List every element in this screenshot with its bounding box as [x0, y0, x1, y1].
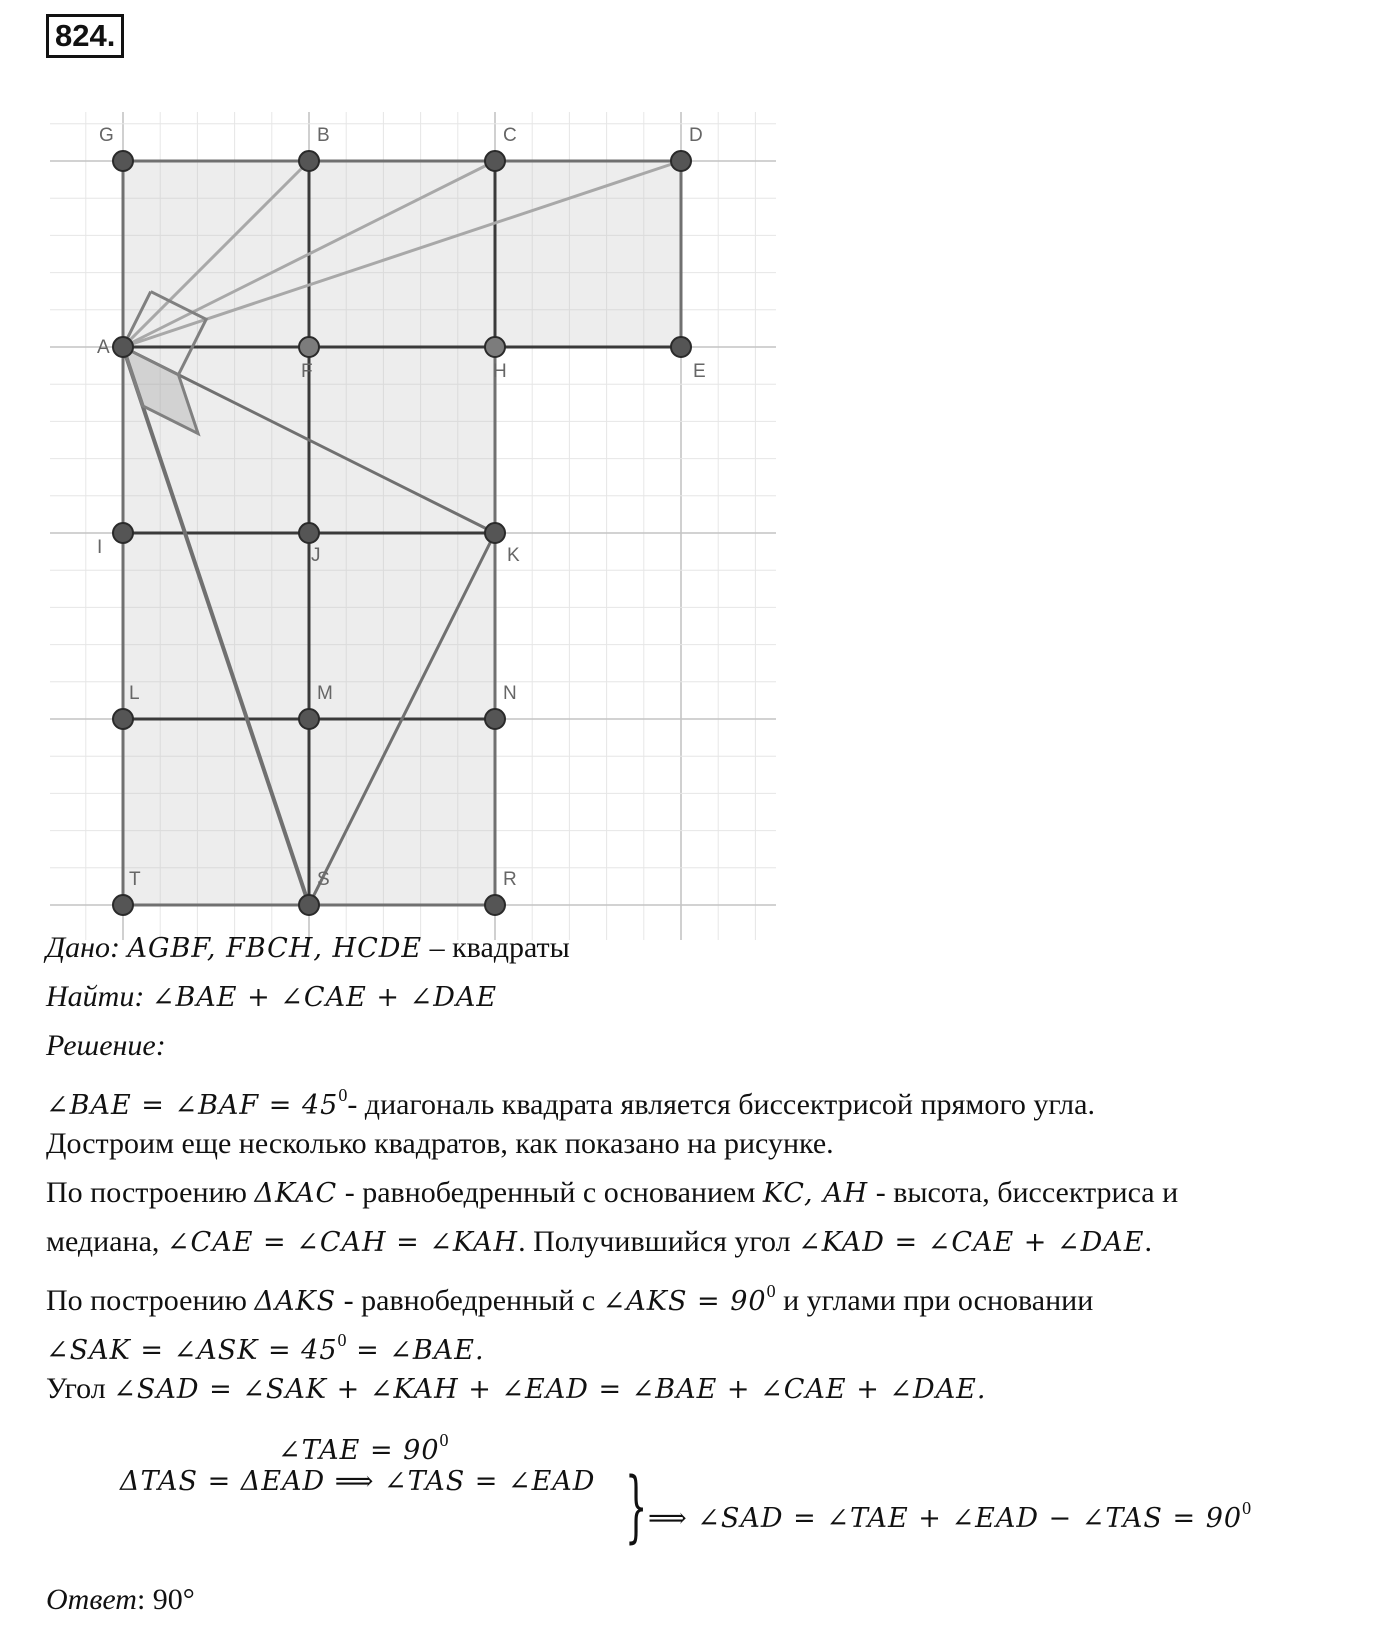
- point-N: [485, 709, 505, 729]
- label-M: M: [317, 683, 333, 704]
- square-FHKJ: [309, 347, 495, 533]
- solution-line-6: [46, 1320, 485, 1371]
- answer-line: Ответ: 90°: [46, 1583, 195, 1616]
- l7-a: Угол: [46, 1372, 114, 1405]
- point-M: [299, 709, 319, 729]
- label-K: K: [507, 545, 520, 566]
- sys1: ∠TAE = 90: [278, 1435, 440, 1466]
- l6-m: ∠SAK = ∠ASK = 45: [46, 1335, 338, 1366]
- point-R: [485, 895, 505, 915]
- label-J: J: [311, 545, 321, 566]
- l4-b: . Получившийся угол: [518, 1225, 799, 1258]
- l4-m2: ∠KAD = ∠CAE + ∠DAE: [798, 1227, 1145, 1258]
- point-L: [113, 709, 133, 729]
- solution-line-3: [46, 1173, 1178, 1214]
- l3-b: - равнобедренный с основанием: [337, 1176, 763, 1209]
- point-K: [485, 523, 505, 543]
- label-R: R: [503, 869, 517, 890]
- given-suffix: – квадраты: [422, 931, 570, 964]
- find-line: Найти: ∠BAE + ∠CAE + ∠DAE: [46, 980, 498, 1013]
- sys2: ΔTAS = ΔEAD ⟹ ∠TAS = ∠EAD: [120, 1466, 596, 1497]
- l1-math: ∠BAE = ∠BAF = 45: [46, 1090, 339, 1121]
- point-F: [299, 337, 319, 357]
- system-brace: }: [625, 1462, 648, 1552]
- label-L: L: [129, 683, 140, 704]
- label-A: A: [97, 337, 110, 358]
- sys-result: ⟹ ∠SAD = ∠TAE + ∠EAD − ∠TAS = 90: [648, 1503, 1243, 1534]
- system-line-2: [120, 1461, 595, 1502]
- l5-a: По построению: [46, 1284, 255, 1317]
- solution-line-7: [46, 1369, 986, 1410]
- solution-line-4: [46, 1222, 1152, 1263]
- solution-label-line: Решение:: [46, 1029, 166, 1062]
- point-I: [113, 523, 133, 543]
- solution-label: Решение: [46, 1029, 156, 1062]
- solution-line-2: Достроим еще несколько квадратов, как показано на рисунке.: [46, 1127, 834, 1160]
- label-B: B: [317, 125, 330, 146]
- label-H: H: [493, 361, 507, 382]
- solution-line-5: [46, 1271, 1093, 1322]
- label-C: C: [503, 125, 517, 146]
- answer-label: Ответ: [46, 1583, 137, 1616]
- label-E: E: [693, 361, 706, 382]
- solution-line-1: [46, 1075, 1095, 1126]
- label-T: T: [129, 869, 141, 890]
- l4-a: медиана,: [46, 1225, 167, 1258]
- l5-m2: ∠AKS = 90: [602, 1286, 767, 1317]
- label-N: N: [503, 683, 517, 704]
- label-D: D: [689, 125, 703, 146]
- system-result: [648, 1488, 1251, 1539]
- point-G: [113, 151, 133, 171]
- l4-c: .: [1144, 1225, 1152, 1258]
- l1-text: - диагональ квадрата является биссектрисой прямого угла.: [347, 1088, 1095, 1121]
- point-A: [113, 337, 133, 357]
- point-C: [485, 151, 505, 171]
- point-T: [113, 895, 133, 915]
- point-B: [299, 151, 319, 171]
- l5-c: и углами при основании: [775, 1284, 1094, 1317]
- l3-a: По построению: [46, 1176, 255, 1209]
- sys-result-sup: 0: [1242, 1498, 1252, 1518]
- square-LMST: [123, 719, 309, 905]
- find-body: ∠BAE + ∠CAE + ∠DAE: [151, 982, 498, 1013]
- l3-m1: ΔKAC: [254, 1178, 338, 1209]
- label-I: I: [97, 537, 103, 558]
- l6-sup: 0: [337, 1330, 347, 1350]
- label-F: F: [301, 361, 313, 382]
- point-S: [299, 895, 319, 915]
- l3-c: - высота, биссектриса и: [868, 1176, 1179, 1209]
- square-HCDE: [495, 161, 681, 347]
- square-MNRS: [309, 719, 495, 905]
- point-J: [299, 523, 319, 543]
- point-E: [671, 337, 691, 357]
- given-body: AGBF, FBCH, HCDE: [127, 933, 423, 964]
- l4-m1: ∠CAE = ∠CAH = ∠KAH: [166, 1227, 519, 1258]
- l6-m2: = ∠BAE.: [346, 1335, 485, 1366]
- given-line: Дано: AGBF, FBCH, HCDE – квадраты: [46, 931, 570, 964]
- sys1-sup: 0: [439, 1430, 449, 1450]
- given-label: Дано: [46, 931, 110, 964]
- label-G: G: [99, 125, 114, 146]
- l5-sup: 0: [766, 1281, 776, 1301]
- point-D: [671, 151, 691, 171]
- l1-sup: 0: [338, 1085, 348, 1105]
- problem-number: 824.: [46, 14, 124, 58]
- find-label: Найти: [46, 980, 135, 1013]
- l7-m: ∠SAD = ∠SAK + ∠KAH + ∠EAD = ∠BAE + ∠CAE + ∠DAE.: [113, 1374, 987, 1405]
- square-JKNM: [309, 533, 495, 719]
- answer-value: 90°: [152, 1583, 195, 1616]
- point-H: [485, 337, 505, 357]
- l5-b: - равнобедренный с: [336, 1284, 603, 1317]
- l5-m1: ΔAKS: [254, 1286, 337, 1317]
- label-S: S: [317, 869, 330, 890]
- l3-m2: KC, AH: [762, 1178, 869, 1209]
